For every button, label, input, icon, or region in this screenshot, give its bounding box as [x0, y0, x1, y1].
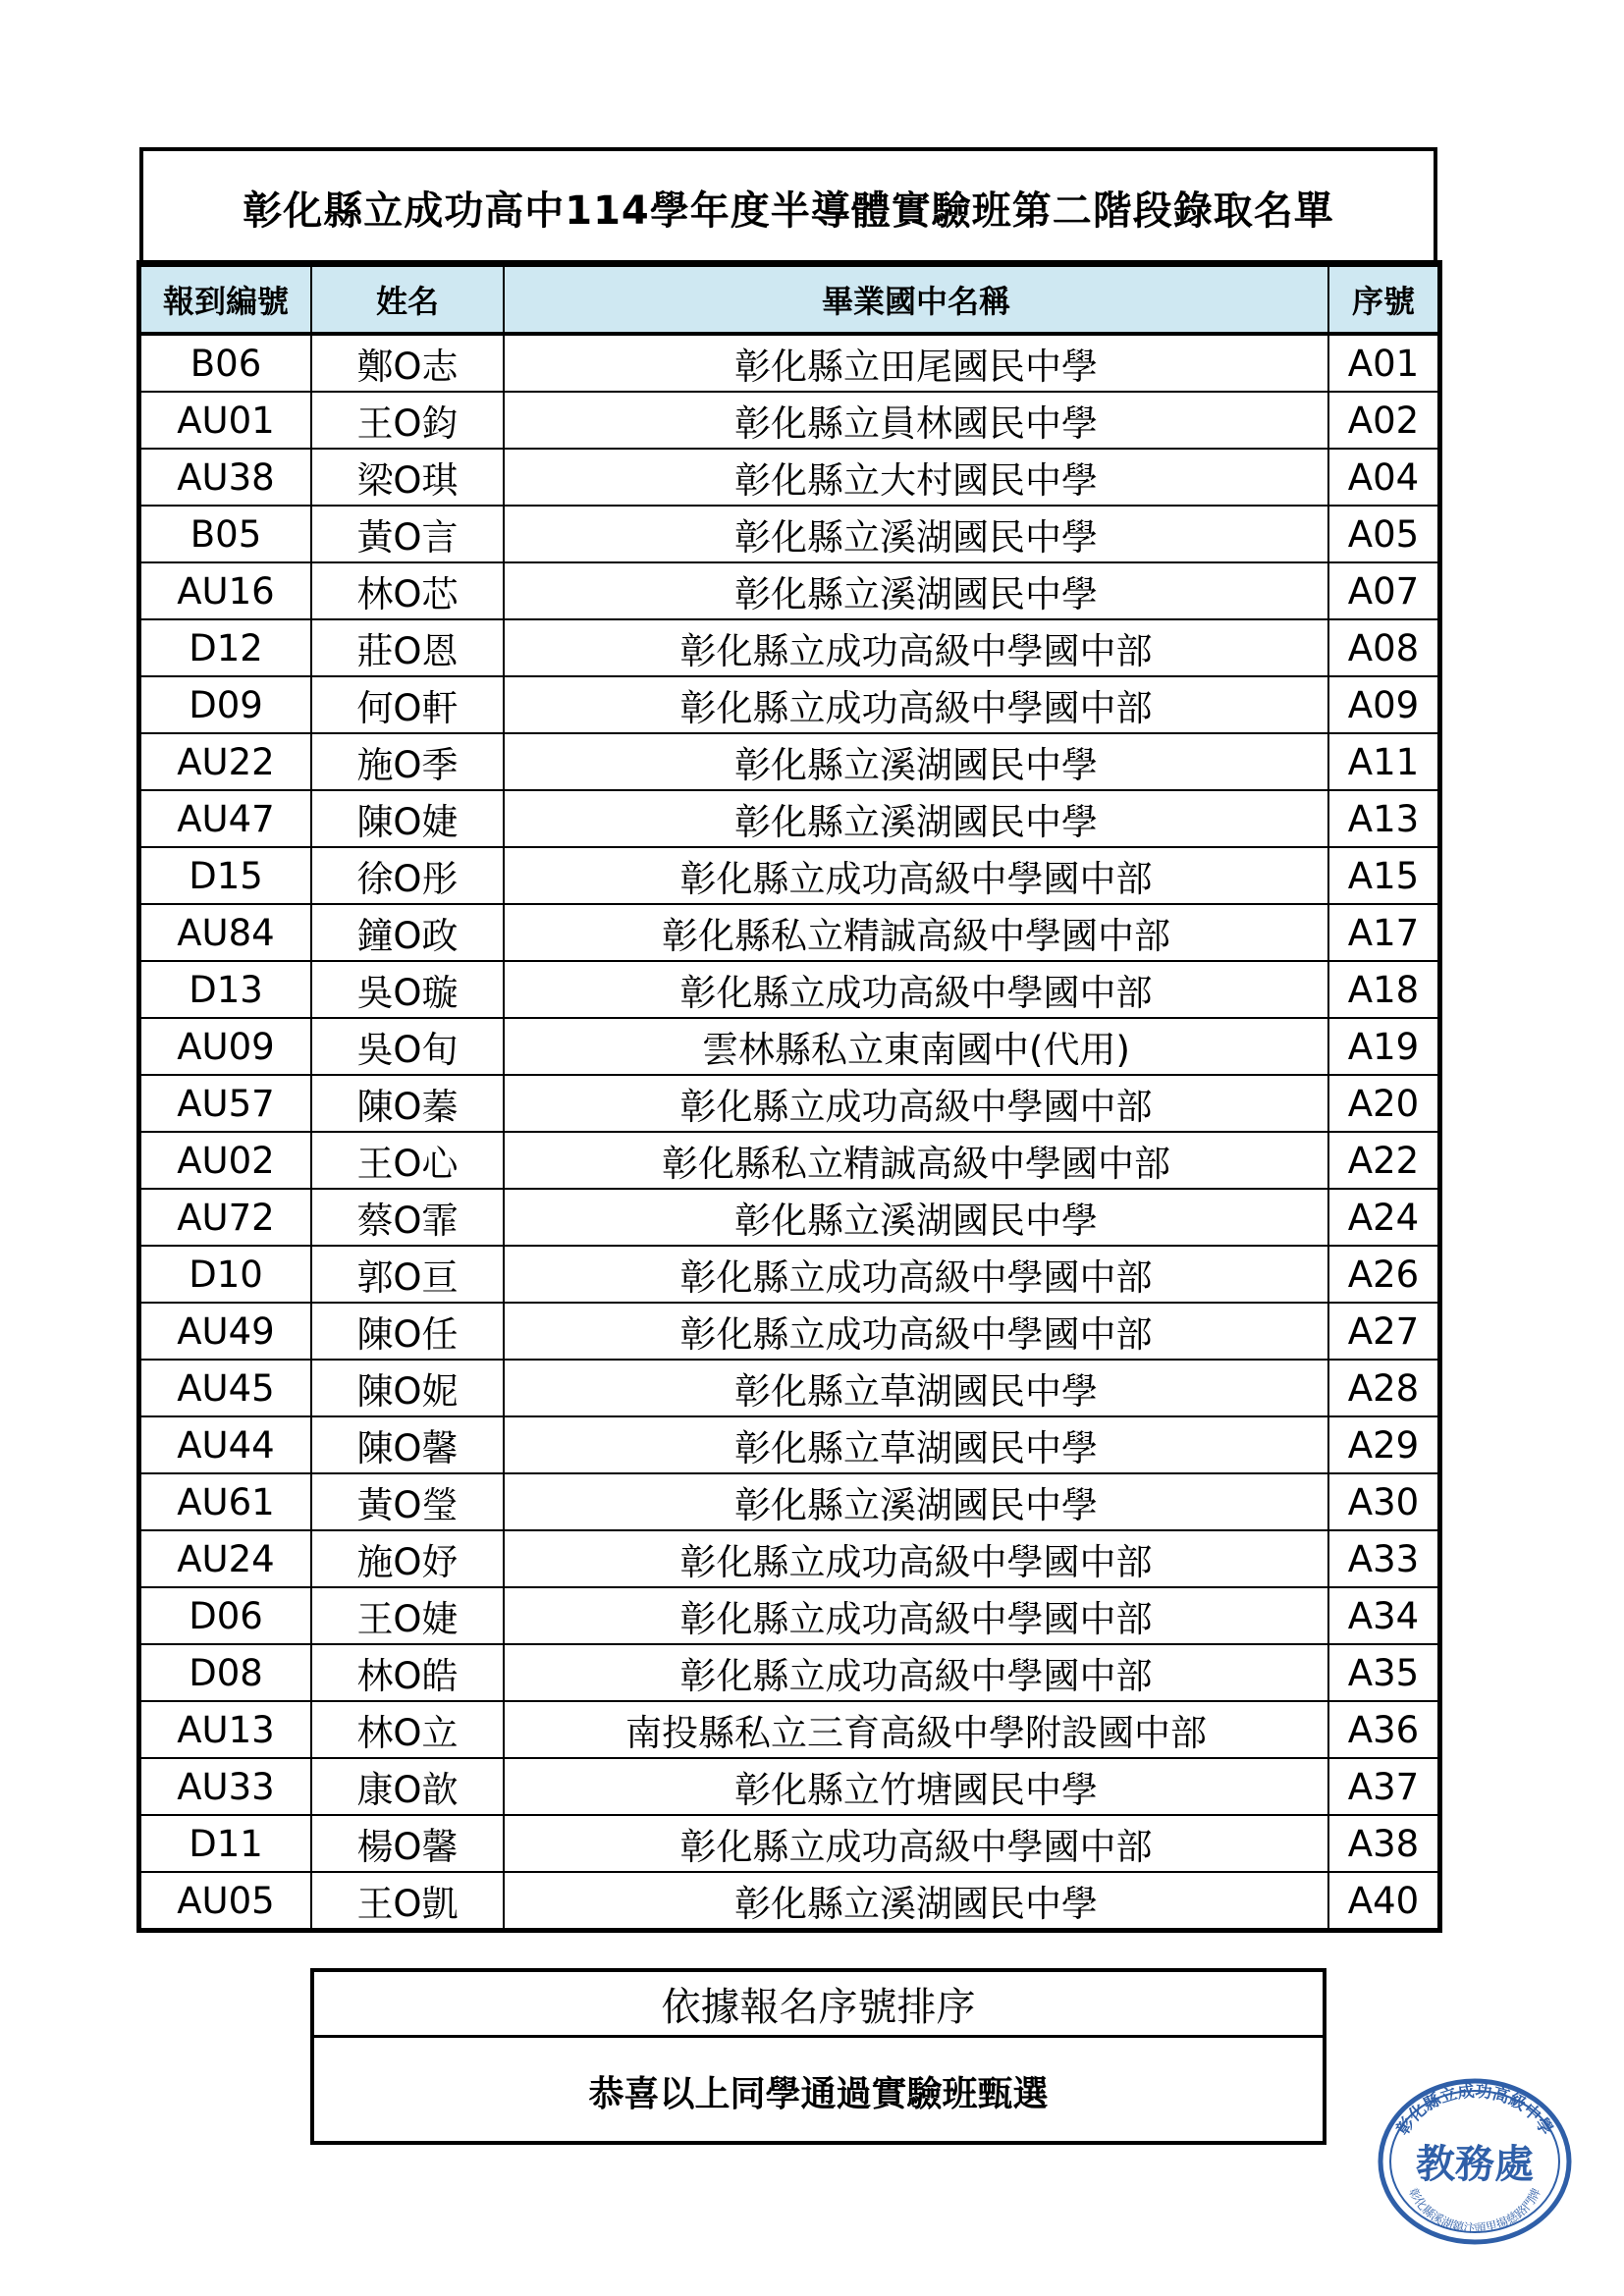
table-row [140, 1758, 1438, 1815]
cell-sequence-no: A05 [1328, 506, 1438, 562]
cell-sequence-no: A13 [1328, 790, 1438, 847]
table-row [140, 1701, 1438, 1758]
cell-school-name: 雲林縣私立東南國中(代用) [504, 1018, 1328, 1075]
cell-sequence-no: A08 [1328, 619, 1438, 676]
cell-school-name: 彰化縣立大村國民中學 [504, 449, 1328, 506]
cell-registration-no: AU84 [140, 904, 311, 961]
cell-registration-no: D12 [140, 619, 311, 676]
cell-school-name: 彰化縣立竹塘國民中學 [504, 1758, 1328, 1815]
cell-student-name: 王O心 [311, 1132, 504, 1189]
cell-school-name: 彰化縣立員林國民中學 [504, 392, 1328, 449]
cell-student-name: 徐O彤 [311, 847, 504, 904]
cell-student-name: 陳O婕 [311, 790, 504, 847]
cell-school-name: 彰化縣立溪湖國民中學 [504, 562, 1328, 619]
cell-school-name: 彰化縣立溪湖國民中學 [504, 733, 1328, 790]
cell-student-name: 林O立 [311, 1701, 504, 1758]
cell-registration-no: D13 [140, 961, 311, 1018]
cell-sequence-no: A37 [1328, 1758, 1438, 1815]
table-row [140, 562, 1438, 619]
cell-school-name: 彰化縣立成功高級中學國中部 [504, 1644, 1328, 1701]
cell-sequence-no: A38 [1328, 1815, 1438, 1872]
cell-registration-no: AU47 [140, 790, 311, 847]
cell-school-name: 彰化縣立溪湖國民中學 [504, 506, 1328, 562]
cell-student-name: 何O軒 [311, 676, 504, 733]
cell-school-name: 彰化縣立草湖國民中學 [504, 1416, 1328, 1473]
cell-sequence-no: A36 [1328, 1701, 1438, 1758]
header-registration-no: 報到編號 [140, 265, 311, 334]
cell-student-name: 王O婕 [311, 1587, 504, 1644]
table-body [140, 334, 1438, 1929]
admission-table [139, 263, 1439, 1930]
cell-sequence-no: A07 [1328, 562, 1438, 619]
cell-sequence-no: A35 [1328, 1644, 1438, 1701]
cell-student-name: 郭O亘 [311, 1246, 504, 1303]
cell-student-name: 蔡O霏 [311, 1189, 504, 1246]
cell-registration-no: D06 [140, 1587, 311, 1644]
cell-sequence-no: A09 [1328, 676, 1438, 733]
cell-school-name: 彰化縣立溪湖國民中學 [504, 1473, 1328, 1530]
table-row [140, 733, 1438, 790]
cell-sequence-no: A22 [1328, 1132, 1438, 1189]
notice-box [310, 1968, 1326, 2145]
table-row [140, 1246, 1438, 1303]
table-row [140, 676, 1438, 733]
table-row [140, 1189, 1438, 1246]
table-row [140, 1473, 1438, 1530]
cell-student-name: 陳O馨 [311, 1416, 504, 1473]
cell-school-name: 彰化縣立成功高級中學國中部 [504, 676, 1328, 733]
table-row [140, 1132, 1438, 1189]
cell-student-name: 施O妤 [311, 1530, 504, 1587]
cell-student-name: 吳O旬 [311, 1018, 504, 1075]
cell-school-name: 彰化縣立成功高級中學國中部 [504, 1303, 1328, 1360]
cell-school-name: 彰化縣立成功高級中學國中部 [504, 619, 1328, 676]
cell-sequence-no: A15 [1328, 847, 1438, 904]
table-row [140, 1644, 1438, 1701]
cell-sequence-no: A40 [1328, 1872, 1438, 1929]
cell-registration-no: AU57 [140, 1075, 311, 1132]
cell-registration-no: D10 [140, 1246, 311, 1303]
cell-school-name: 彰化縣立成功高級中學國中部 [504, 1530, 1328, 1587]
cell-sequence-no: A19 [1328, 1018, 1438, 1075]
cell-registration-no: AU45 [140, 1360, 311, 1416]
cell-student-name: 莊O恩 [311, 619, 504, 676]
cell-registration-no: D11 [140, 1815, 311, 1872]
cell-registration-no: AU09 [140, 1018, 311, 1075]
cell-sequence-no: A34 [1328, 1587, 1438, 1644]
cell-school-name: 彰化縣立成功高級中學國中部 [504, 1815, 1328, 1872]
cell-student-name: 施O季 [311, 733, 504, 790]
cell-sequence-no: A01 [1328, 334, 1438, 392]
cell-registration-no: B06 [140, 334, 311, 392]
seal-top-text: 彰化縣立成功高級中學 [1392, 2081, 1557, 2139]
cell-registration-no: AU01 [140, 392, 311, 449]
table-row [140, 1360, 1438, 1416]
cell-registration-no: D08 [140, 1644, 311, 1701]
cell-registration-no: AU72 [140, 1189, 311, 1246]
cell-registration-no: AU22 [140, 733, 311, 790]
cell-school-name: 彰化縣立成功高級中學國中部 [504, 1587, 1328, 1644]
cell-student-name: 陳O任 [311, 1303, 504, 1360]
cell-student-name: 王O鈞 [311, 392, 504, 449]
cell-student-name: 梁O琪 [311, 449, 504, 506]
header-name: 姓名 [311, 265, 504, 334]
cell-student-name: 黃O瑩 [311, 1473, 504, 1530]
seal-center-text: 教務處 [1416, 2141, 1534, 2187]
cell-sequence-no: A04 [1328, 449, 1438, 506]
cell-student-name: 王O凱 [311, 1872, 504, 1929]
cell-school-name: 彰化縣立草湖國民中學 [504, 1360, 1328, 1416]
cell-student-name: 吳O璇 [311, 961, 504, 1018]
table-row [140, 961, 1438, 1018]
header-sequence-no: 序號 [1328, 265, 1438, 334]
cell-student-name: 鄭O志 [311, 334, 504, 392]
cell-school-name: 彰化縣立成功高級中學國中部 [504, 847, 1328, 904]
table-row [140, 790, 1438, 847]
table-row [140, 1587, 1438, 1644]
table-row [140, 619, 1438, 676]
table-row [140, 334, 1438, 392]
cell-student-name: 林O皓 [311, 1644, 504, 1701]
cell-sequence-no: A28 [1328, 1360, 1438, 1416]
cell-registration-no: B05 [140, 506, 311, 562]
cell-school-name: 彰化縣立田尾國民中學 [504, 334, 1328, 392]
cell-registration-no: D09 [140, 676, 311, 733]
cell-school-name: 彰化縣立成功高級中學國中部 [504, 1246, 1328, 1303]
cell-sequence-no: A20 [1328, 1075, 1438, 1132]
cell-sequence-no: A27 [1328, 1303, 1438, 1360]
cell-sequence-no: A30 [1328, 1473, 1438, 1530]
cell-sequence-no: A11 [1328, 733, 1438, 790]
sort-order-note: 依據報名序號排序 [314, 1972, 1323, 2038]
table-row [140, 1872, 1438, 1929]
cell-registration-no: AU44 [140, 1416, 311, 1473]
cell-student-name: 康O歆 [311, 1758, 504, 1815]
cell-student-name: 黃O言 [311, 506, 504, 562]
table-row [140, 1416, 1438, 1473]
header-junior-high-school: 畢業國中名稱 [504, 265, 1328, 334]
cell-registration-no: AU24 [140, 1530, 311, 1587]
cell-school-name: 彰化縣私立精誠高級中學國中部 [504, 1132, 1328, 1189]
congratulations-note: 恭喜以上同學通過實驗班甄選 [588, 2073, 1049, 2114]
academic-affairs-seal [1371, 2071, 1579, 2248]
cell-registration-no: D15 [140, 847, 311, 904]
table-row [140, 847, 1438, 904]
cell-sequence-no: A17 [1328, 904, 1438, 961]
cell-sequence-no: A24 [1328, 1189, 1438, 1246]
cell-registration-no: AU38 [140, 449, 311, 506]
cell-registration-no: AU13 [140, 1701, 311, 1758]
cell-registration-no: AU61 [140, 1473, 311, 1530]
cell-student-name: 林O芯 [311, 562, 504, 619]
cell-student-name: 陳O蓁 [311, 1075, 504, 1132]
table-row [140, 1815, 1438, 1872]
cell-student-name: 楊O馨 [311, 1815, 504, 1872]
cell-registration-no: AU33 [140, 1758, 311, 1815]
cell-sequence-no: A29 [1328, 1416, 1438, 1473]
table-row [140, 449, 1438, 506]
cell-sequence-no: A02 [1328, 392, 1438, 449]
cell-student-name: 鐘O政 [311, 904, 504, 961]
document-title: 彰化縣立成功高中114學年度半導體實驗班第二階段錄取名單 [139, 147, 1437, 263]
cell-school-name: 彰化縣立成功高級中學國中部 [504, 1075, 1328, 1132]
table-row [140, 1018, 1438, 1075]
cell-student-name: 陳O妮 [311, 1360, 504, 1416]
cell-school-name: 彰化縣私立精誠高級中學國中部 [504, 904, 1328, 961]
cell-registration-no: AU02 [140, 1132, 311, 1189]
cell-sequence-no: A33 [1328, 1530, 1438, 1587]
table-row [140, 1075, 1438, 1132]
table-row [140, 904, 1438, 961]
seal-bottom-text: 彰化縣溪湖鎮汴頭里揚慈路門牌 [1406, 2185, 1543, 2236]
cell-registration-no: AU16 [140, 562, 311, 619]
cell-school-name: 南投縣私立三育高級中學附設國中部 [504, 1701, 1328, 1758]
cell-school-name: 彰化縣立成功高級中學國中部 [504, 961, 1328, 1018]
cell-school-name: 彰化縣立溪湖國民中學 [504, 790, 1328, 847]
cell-registration-no: AU49 [140, 1303, 311, 1360]
cell-registration-no: AU05 [140, 1872, 311, 1929]
cell-sequence-no: A18 [1328, 961, 1438, 1018]
cell-school-name: 彰化縣立溪湖國民中學 [504, 1872, 1328, 1929]
cell-sequence-no: A26 [1328, 1246, 1438, 1303]
cell-school-name: 彰化縣立溪湖國民中學 [504, 1189, 1328, 1246]
table-row [140, 392, 1438, 449]
table-header-row [140, 265, 1438, 334]
table-row [140, 506, 1438, 562]
table-row [140, 1530, 1438, 1587]
table-row [140, 1303, 1438, 1360]
